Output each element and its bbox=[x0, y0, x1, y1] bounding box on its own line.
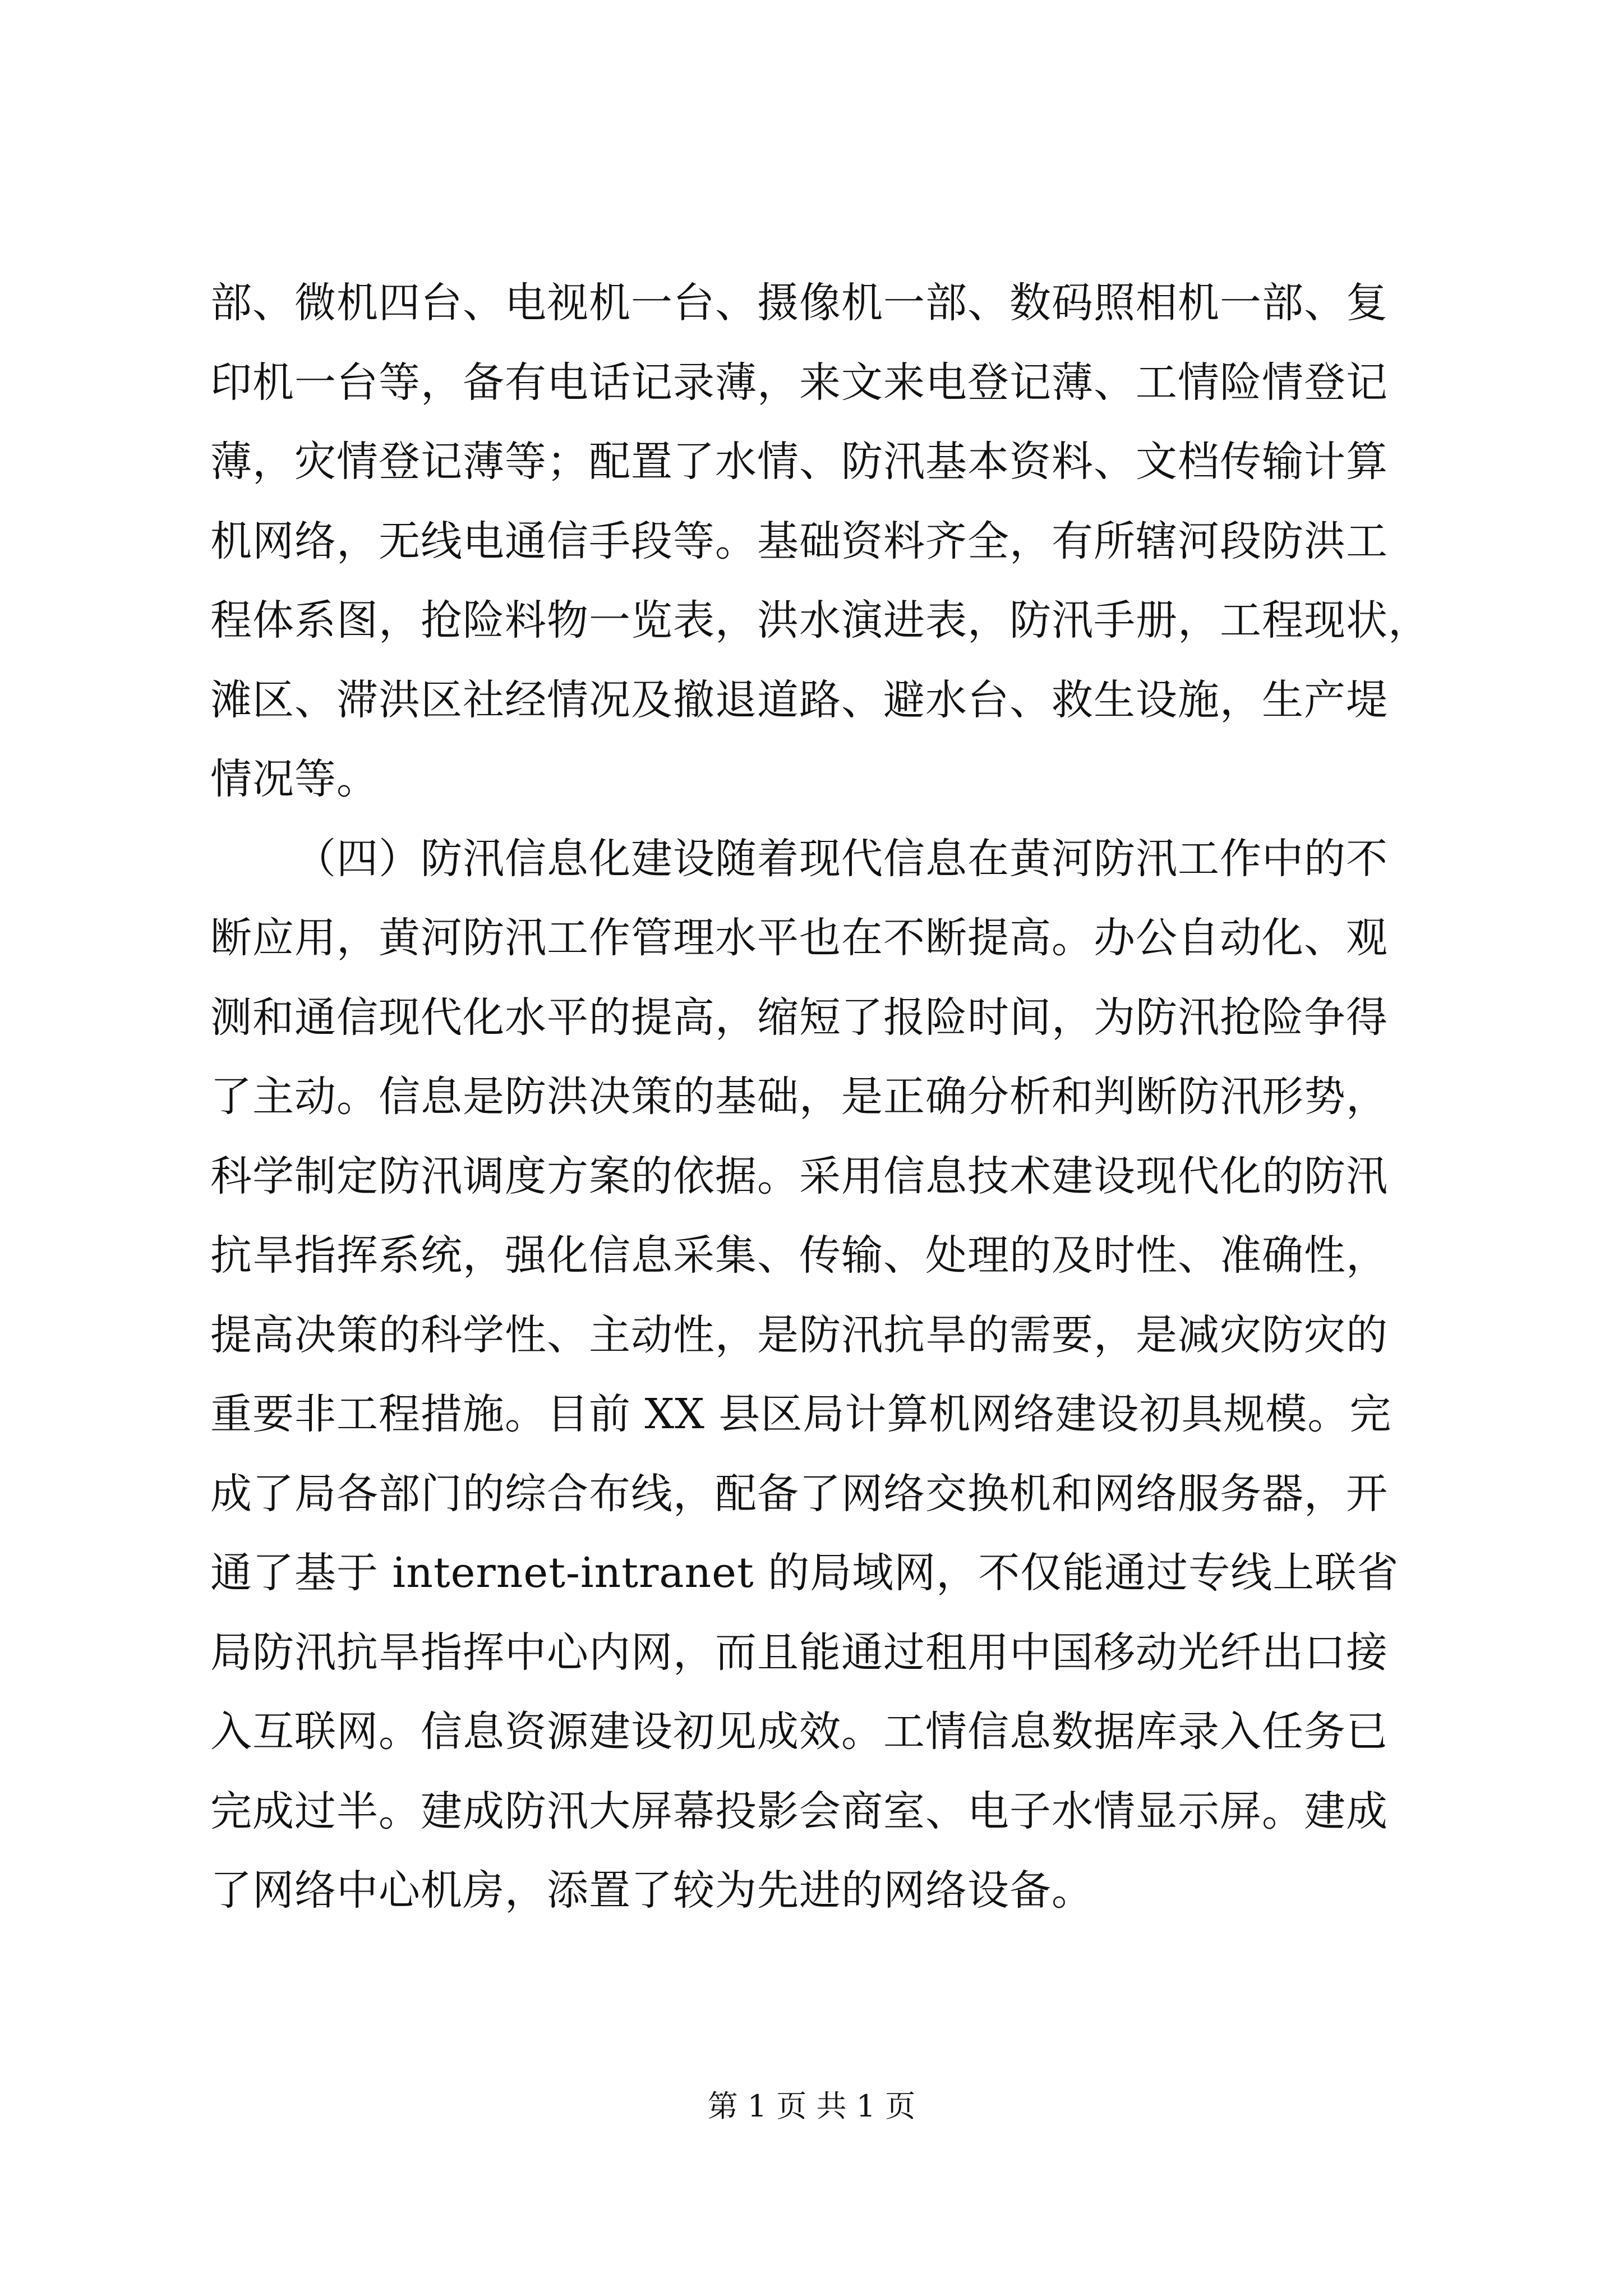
paragraph-2-line-6: 抗旱指挥系统，强化信息采集、传输、处理的及时性、准确性， bbox=[210, 1231, 1388, 1280]
paragraph-2-line-2: 断应用，黄河防汛工作管理水平也在不断提高。办公自动化、观 bbox=[210, 914, 1388, 962]
paragraph-2-line-12: 入互联网。信息资源建设初见成效。工情信息数据库录入任务已 bbox=[210, 1708, 1388, 1756]
paragraph-2-line-4: 了主动。信息是防洪决策的基础，是正确分析和判断防汛形势， bbox=[210, 1073, 1388, 1121]
paragraph-2-line-10: 通了基于 internet-intranet 的局域网，不仅能通过专线上联省 bbox=[210, 1549, 1399, 1597]
paragraph-1-line-4: 机网络，无线电通信手段等。基础资料齐全，有所辖河段防洪工 bbox=[210, 517, 1388, 565]
paragraph-1-line-6: 滩区、滞洪区社经情况及撤退道路、避水台、救生设施，生产堤 bbox=[210, 675, 1388, 724]
paragraph-1-line-7: 情况等。 bbox=[210, 755, 379, 803]
paragraph-2-line-9: 成了局各部门的综合布线，配备了网络交换机和网络服务器，开 bbox=[210, 1469, 1388, 1518]
page-footer bbox=[0, 2087, 1623, 2126]
paragraph-2-line-7: 提高决策的科学性、主动性，是防汛抗旱的需要，是减灾防灾的 bbox=[210, 1310, 1388, 1359]
paragraph-2-line-11: 局防汛抗旱指挥中心内网，而且能通过租用中国移动光纤出口接 bbox=[210, 1628, 1388, 1677]
paragraph-2-line-1: （四）防汛信息化建设随着现代信息在黄河防汛工作中的不 bbox=[294, 834, 1388, 883]
paragraph-2-line-5: 科学制定防汛调度方案的依据。采用信息技术建设现代化的防汛 bbox=[210, 1152, 1388, 1200]
paragraph-2-line-14: 了网络中心机房，添置了较为先进的网络设备。 bbox=[210, 1866, 1094, 1915]
paragraph-2-line-3: 测和通信现代化水平的提高，缩短了报险时间，为防汛抢险争得 bbox=[210, 993, 1388, 1042]
paragraph-1-line-1: 部、微机四台、电视机一台、摄像机一部、数码照相机一部、复 bbox=[210, 279, 1388, 327]
paragraph-2-line-13: 完成过半。建成防汛大屏幕投影会商室、电子水情显示屏。建成 bbox=[210, 1787, 1388, 1835]
paragraph-1-line-2: 印机一台等，备有电话记录薄，来文来电登记薄、工情险情登记 bbox=[210, 358, 1388, 407]
document-body bbox=[210, 264, 1430, 1931]
paragraph-2-line-8: 重要非工程措施。目前 XX 县区局计算机网络建设初具规模。完 bbox=[210, 1390, 1392, 1438]
paragraph-1-line-5: 程体系图，抢险料物一览表，洪水演进表，防汛手册，工程现状， bbox=[210, 596, 1430, 645]
paragraph-1-line-3: 薄，灾情登记薄等；配置了水情、防汛基本资料、文档传输计算 bbox=[210, 438, 1388, 486]
page-number: 第 1 页 共 1 页 bbox=[707, 2088, 916, 2124]
